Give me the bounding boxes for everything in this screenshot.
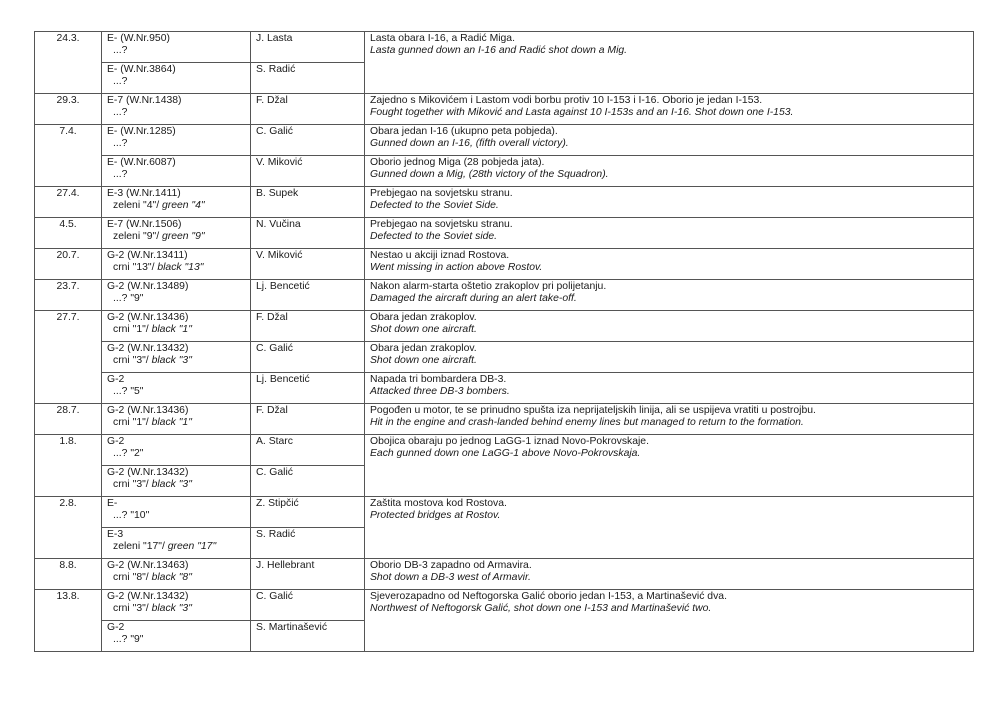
log-row — [35, 218, 974, 249]
aircraft-designation: E-7 (W.Nr.1506) — [107, 219, 182, 230]
aircraft-marking — [107, 231, 245, 243]
aircraft-marking — [107, 138, 245, 150]
marking-local: ...? — [113, 45, 128, 57]
pilot-name: S. Radić — [251, 63, 365, 94]
event-note — [365, 435, 974, 497]
event-note — [365, 280, 974, 311]
marking-local: ...? "5" — [113, 386, 144, 398]
aircraft-cell — [102, 156, 251, 187]
aircraft-marking — [107, 76, 245, 88]
log-row — [35, 280, 974, 311]
marking-english: green "17" — [167, 541, 217, 553]
marking-local: crni "3"/ — [113, 479, 149, 491]
aircraft-marking — [107, 200, 245, 212]
aircraft-designation: E- (W.Nr.3864) — [107, 64, 176, 75]
aircraft-designation: G-2 — [107, 622, 125, 633]
pilot-name: F. Džal — [251, 94, 365, 125]
aircraft-cell — [102, 32, 251, 63]
marking-local: ...? "9" — [113, 293, 144, 305]
note-croatian: Prebjegao na sovjetsku stranu. — [370, 219, 513, 230]
note-croatian: Obojica obaraju po jednog LaGG-1 iznad Novo-Pokrovskaje. — [370, 436, 649, 447]
aircraft-cell — [102, 63, 251, 94]
note-english: Each gunned down one LaGG-1 above Novo-Pokrovskaja. — [370, 448, 641, 460]
note-english: Lasta gunned down an I-16 and Radić shot down a Mig. — [370, 45, 628, 57]
log-row — [35, 590, 974, 621]
aircraft-designation: G-2 (W.Nr.13432) — [107, 467, 189, 478]
aircraft-cell — [102, 373, 251, 404]
event-note — [365, 497, 974, 559]
entry-date: 8.8. — [35, 559, 102, 590]
marking-local: ...? "2" — [113, 448, 144, 460]
entry-date: 7.4. — [35, 125, 102, 187]
note-croatian: Obara jedan I-16 (ukupno peta pobjeda). — [370, 126, 558, 137]
pilot-name: C. Galić — [251, 466, 365, 497]
aircraft-designation: G-2 (W.Nr.13436) — [107, 405, 189, 416]
log-row — [35, 497, 974, 528]
note-english: Gunned down an I-16, (fifth overall victory). — [370, 138, 569, 150]
aircraft-marking — [107, 386, 245, 398]
marking-local: ...? "10" — [113, 510, 150, 522]
aircraft-designation: E-3 — [107, 529, 124, 540]
aircraft-designation: E- (W.Nr.1285) — [107, 126, 176, 137]
note-croatian: Prebjegao na sovjetsku stranu. — [370, 188, 513, 199]
aircraft-designation: E-3 (W.Nr.1411) — [107, 188, 181, 199]
note-croatian: Obara jedan zrakoplov. — [370, 343, 477, 354]
event-note — [365, 125, 974, 156]
aircraft-cell — [102, 311, 251, 342]
marking-local: ...? — [113, 107, 128, 119]
aircraft-cell — [102, 94, 251, 125]
aircraft-designation: G-2 (W.Nr.13411) — [107, 250, 188, 261]
marking-local: ...? — [113, 138, 128, 150]
log-row — [35, 311, 974, 342]
marking-english: green "9" — [161, 231, 205, 243]
event-note — [365, 373, 974, 404]
note-english: Defected to the Soviet side. — [370, 231, 498, 243]
aircraft-designation: G-2 (W.Nr.13432) — [107, 343, 189, 354]
aircraft-marking — [107, 324, 245, 336]
aircraft-cell — [102, 466, 251, 497]
entry-date: 24.3. — [35, 32, 102, 94]
aircraft-marking — [107, 293, 245, 305]
note-croatian: Napada tri bombardera DB-3. — [370, 374, 507, 385]
aircraft-marking — [107, 479, 245, 491]
pilot-name: C. Galić — [251, 342, 365, 373]
marking-local: ...? — [113, 76, 128, 88]
aircraft-cell — [102, 187, 251, 218]
marking-local: crni "1"/ — [113, 417, 149, 429]
pilot-name: C. Galić — [251, 125, 365, 156]
note-english: Went missing in action above Rostov. — [370, 262, 543, 274]
event-note — [365, 342, 974, 373]
aircraft-marking — [107, 45, 245, 57]
note-croatian: Zaštita mostova kod Rostova. — [370, 498, 507, 509]
aircraft-cell — [102, 249, 251, 280]
note-english: Fought together with Miković and Lasta against 10 I-153s and an I-16. Shot down one I-153. — [370, 107, 794, 119]
aircraft-cell — [102, 528, 251, 559]
note-croatian: Sjeverozapadno od Neftogorska Galić oborio jedan I-153, a Martinašević dva. — [370, 591, 727, 602]
log-row — [35, 249, 974, 280]
entry-date: 20.7. — [35, 249, 102, 280]
aircraft-designation: G-2 (W.Nr.13436) — [107, 312, 189, 323]
log-row — [35, 404, 974, 435]
event-note — [365, 590, 974, 652]
marking-local: zeleni "17"/ — [113, 541, 165, 553]
marking-english: black "8" — [151, 572, 192, 584]
entry-date: 23.7. — [35, 280, 102, 311]
note-english: Shot down one aircraft. — [370, 355, 477, 367]
pilot-name: V. Miković — [251, 156, 365, 187]
entry-date: 27.4. — [35, 187, 102, 218]
log-row — [35, 187, 974, 218]
pilot-name: F. Džal — [251, 311, 365, 342]
pilot-name: Z. Stipčić — [251, 497, 365, 528]
note-croatian: Nestao u akciji iznad Rostova. — [370, 250, 510, 261]
marking-english: black "13" — [157, 262, 204, 274]
note-croatian: Obara jedan zrakoplov. — [370, 312, 477, 323]
entry-date: 27.7. — [35, 311, 102, 404]
log-row — [35, 125, 974, 156]
marking-local: zeleni "4"/ — [113, 200, 160, 212]
pilot-name: J. Hellebrant — [251, 559, 365, 590]
aircraft-cell — [102, 621, 251, 652]
aircraft-marking — [107, 262, 245, 274]
note-english: Shot down a DB-3 west of Armavir. — [370, 572, 531, 584]
note-croatian: Oborio jednog Miga (28 pobjeda jata). — [370, 157, 545, 168]
mission-log-table — [34, 31, 974, 652]
aircraft-marking — [107, 510, 245, 522]
pilot-name: N. Vučina — [251, 218, 365, 249]
pilot-name: J. Lasta — [251, 32, 365, 63]
aircraft-designation: E-7 (W.Nr.1438) — [107, 95, 182, 106]
marking-local: crni "8"/ — [113, 572, 149, 584]
mission-log-body — [35, 32, 974, 652]
pilot-name: S. Radić — [251, 528, 365, 559]
aircraft-designation: G-2 — [107, 374, 125, 385]
marking-local: ...? "9" — [113, 634, 144, 646]
note-english: Damaged the aircraft during an alert take-off. — [370, 293, 577, 305]
log-row — [35, 435, 974, 466]
aircraft-cell — [102, 280, 251, 311]
note-english: Defected to the Soviet Side. — [370, 200, 499, 212]
note-croatian: Pogođen u motor, te se prinudno spušta iza neprijateljskih linija, ali se uspijeva vratiti u postrojbu. — [370, 405, 816, 416]
log-row — [35, 32, 974, 63]
aircraft-cell — [102, 125, 251, 156]
pilot-name: Lj. Bencetić — [251, 280, 365, 311]
marking-local: crni "1"/ — [113, 324, 149, 336]
marking-local: crni "13"/ — [113, 262, 155, 274]
aircraft-cell — [102, 435, 251, 466]
aircraft-cell — [102, 559, 251, 590]
pilot-name: C. Galić — [251, 590, 365, 621]
entry-date: 29.3. — [35, 94, 102, 125]
log-row — [35, 373, 974, 404]
marking-local: ...? — [113, 169, 128, 181]
note-english: Shot down one aircraft. — [370, 324, 477, 336]
event-note — [365, 94, 974, 125]
event-note — [365, 32, 974, 94]
event-note — [365, 218, 974, 249]
note-croatian: Nakon alarm-starta oštetio zrakoplov pri polijetanju. — [370, 281, 607, 292]
aircraft-cell — [102, 404, 251, 435]
aircraft-cell — [102, 342, 251, 373]
note-english: Protected bridges at Rostov. — [370, 510, 501, 522]
note-english: Gunned down a Mig, (28th victory of the Squadron). — [370, 169, 609, 181]
marking-english: black "3" — [151, 603, 192, 615]
marking-english: black "1" — [151, 324, 192, 336]
pilot-name: B. Supek — [251, 187, 365, 218]
marking-english: black "1" — [151, 417, 192, 429]
note-english: Attacked three DB-3 bombers. — [370, 386, 510, 398]
entry-date: 13.8. — [35, 590, 102, 652]
aircraft-cell — [102, 218, 251, 249]
marking-english: black "3" — [151, 355, 192, 367]
aircraft-marking — [107, 107, 245, 119]
aircraft-marking — [107, 417, 245, 429]
event-note — [365, 249, 974, 280]
aircraft-marking — [107, 355, 245, 367]
aircraft-marking — [107, 572, 245, 584]
marking-local: crni "3"/ — [113, 603, 149, 615]
pilot-name: S. Martinašević — [251, 621, 365, 652]
entry-date: 28.7. — [35, 404, 102, 435]
aircraft-designation: E- — [107, 498, 118, 509]
aircraft-designation: G-2 (W.Nr.13489) — [107, 281, 189, 292]
aircraft-marking — [107, 541, 245, 553]
pilot-name: V. Miković — [251, 249, 365, 280]
aircraft-designation: E- (W.Nr.6087) — [107, 157, 176, 168]
marking-english: green "4" — [161, 200, 205, 212]
event-note — [365, 404, 974, 435]
event-note — [365, 311, 974, 342]
marking-local: crni "3"/ — [113, 355, 149, 367]
aircraft-designation: E- (W.Nr.950) — [107, 33, 170, 44]
log-row — [35, 342, 974, 373]
aircraft-marking — [107, 169, 245, 181]
aircraft-cell — [102, 497, 251, 528]
note-english: Hit in the engine and crash-landed behind enemy lines but managed to return to the formation. — [370, 417, 804, 429]
marking-local: zeleni "9"/ — [113, 231, 160, 243]
entry-date: 2.8. — [35, 497, 102, 559]
log-row — [35, 94, 974, 125]
aircraft-marking — [107, 634, 245, 646]
note-croatian: Oborio DB-3 zapadno od Armavira. — [370, 560, 532, 571]
log-row — [35, 559, 974, 590]
pilot-name: Lj. Bencetić — [251, 373, 365, 404]
marking-english: black "3" — [151, 479, 192, 491]
entry-date: 4.5. — [35, 218, 102, 249]
aircraft-cell — [102, 590, 251, 621]
note-croatian: Lasta obara I-16, a Radić Miga. — [370, 33, 515, 44]
note-english: Northwest of Neftogorsk Galić, shot down one I-153 and Martinašević two. — [370, 603, 712, 615]
aircraft-designation: G-2 (W.Nr.13432) — [107, 591, 189, 602]
event-note — [365, 187, 974, 218]
event-note — [365, 559, 974, 590]
aircraft-marking — [107, 448, 245, 460]
pilot-name: F. Džal — [251, 404, 365, 435]
aircraft-marking — [107, 603, 245, 615]
event-note — [365, 156, 974, 187]
entry-date: 1.8. — [35, 435, 102, 497]
pilot-name: A. Starc — [251, 435, 365, 466]
aircraft-designation: G-2 — [107, 436, 125, 447]
note-croatian: Zajedno s Mikovićem i Lastom vodi borbu protiv 10 I-153 i I-16. Oborio je jedan I-153. — [370, 95, 763, 106]
aircraft-designation: G-2 (W.Nr.13463) — [107, 560, 189, 571]
log-row — [35, 156, 974, 187]
